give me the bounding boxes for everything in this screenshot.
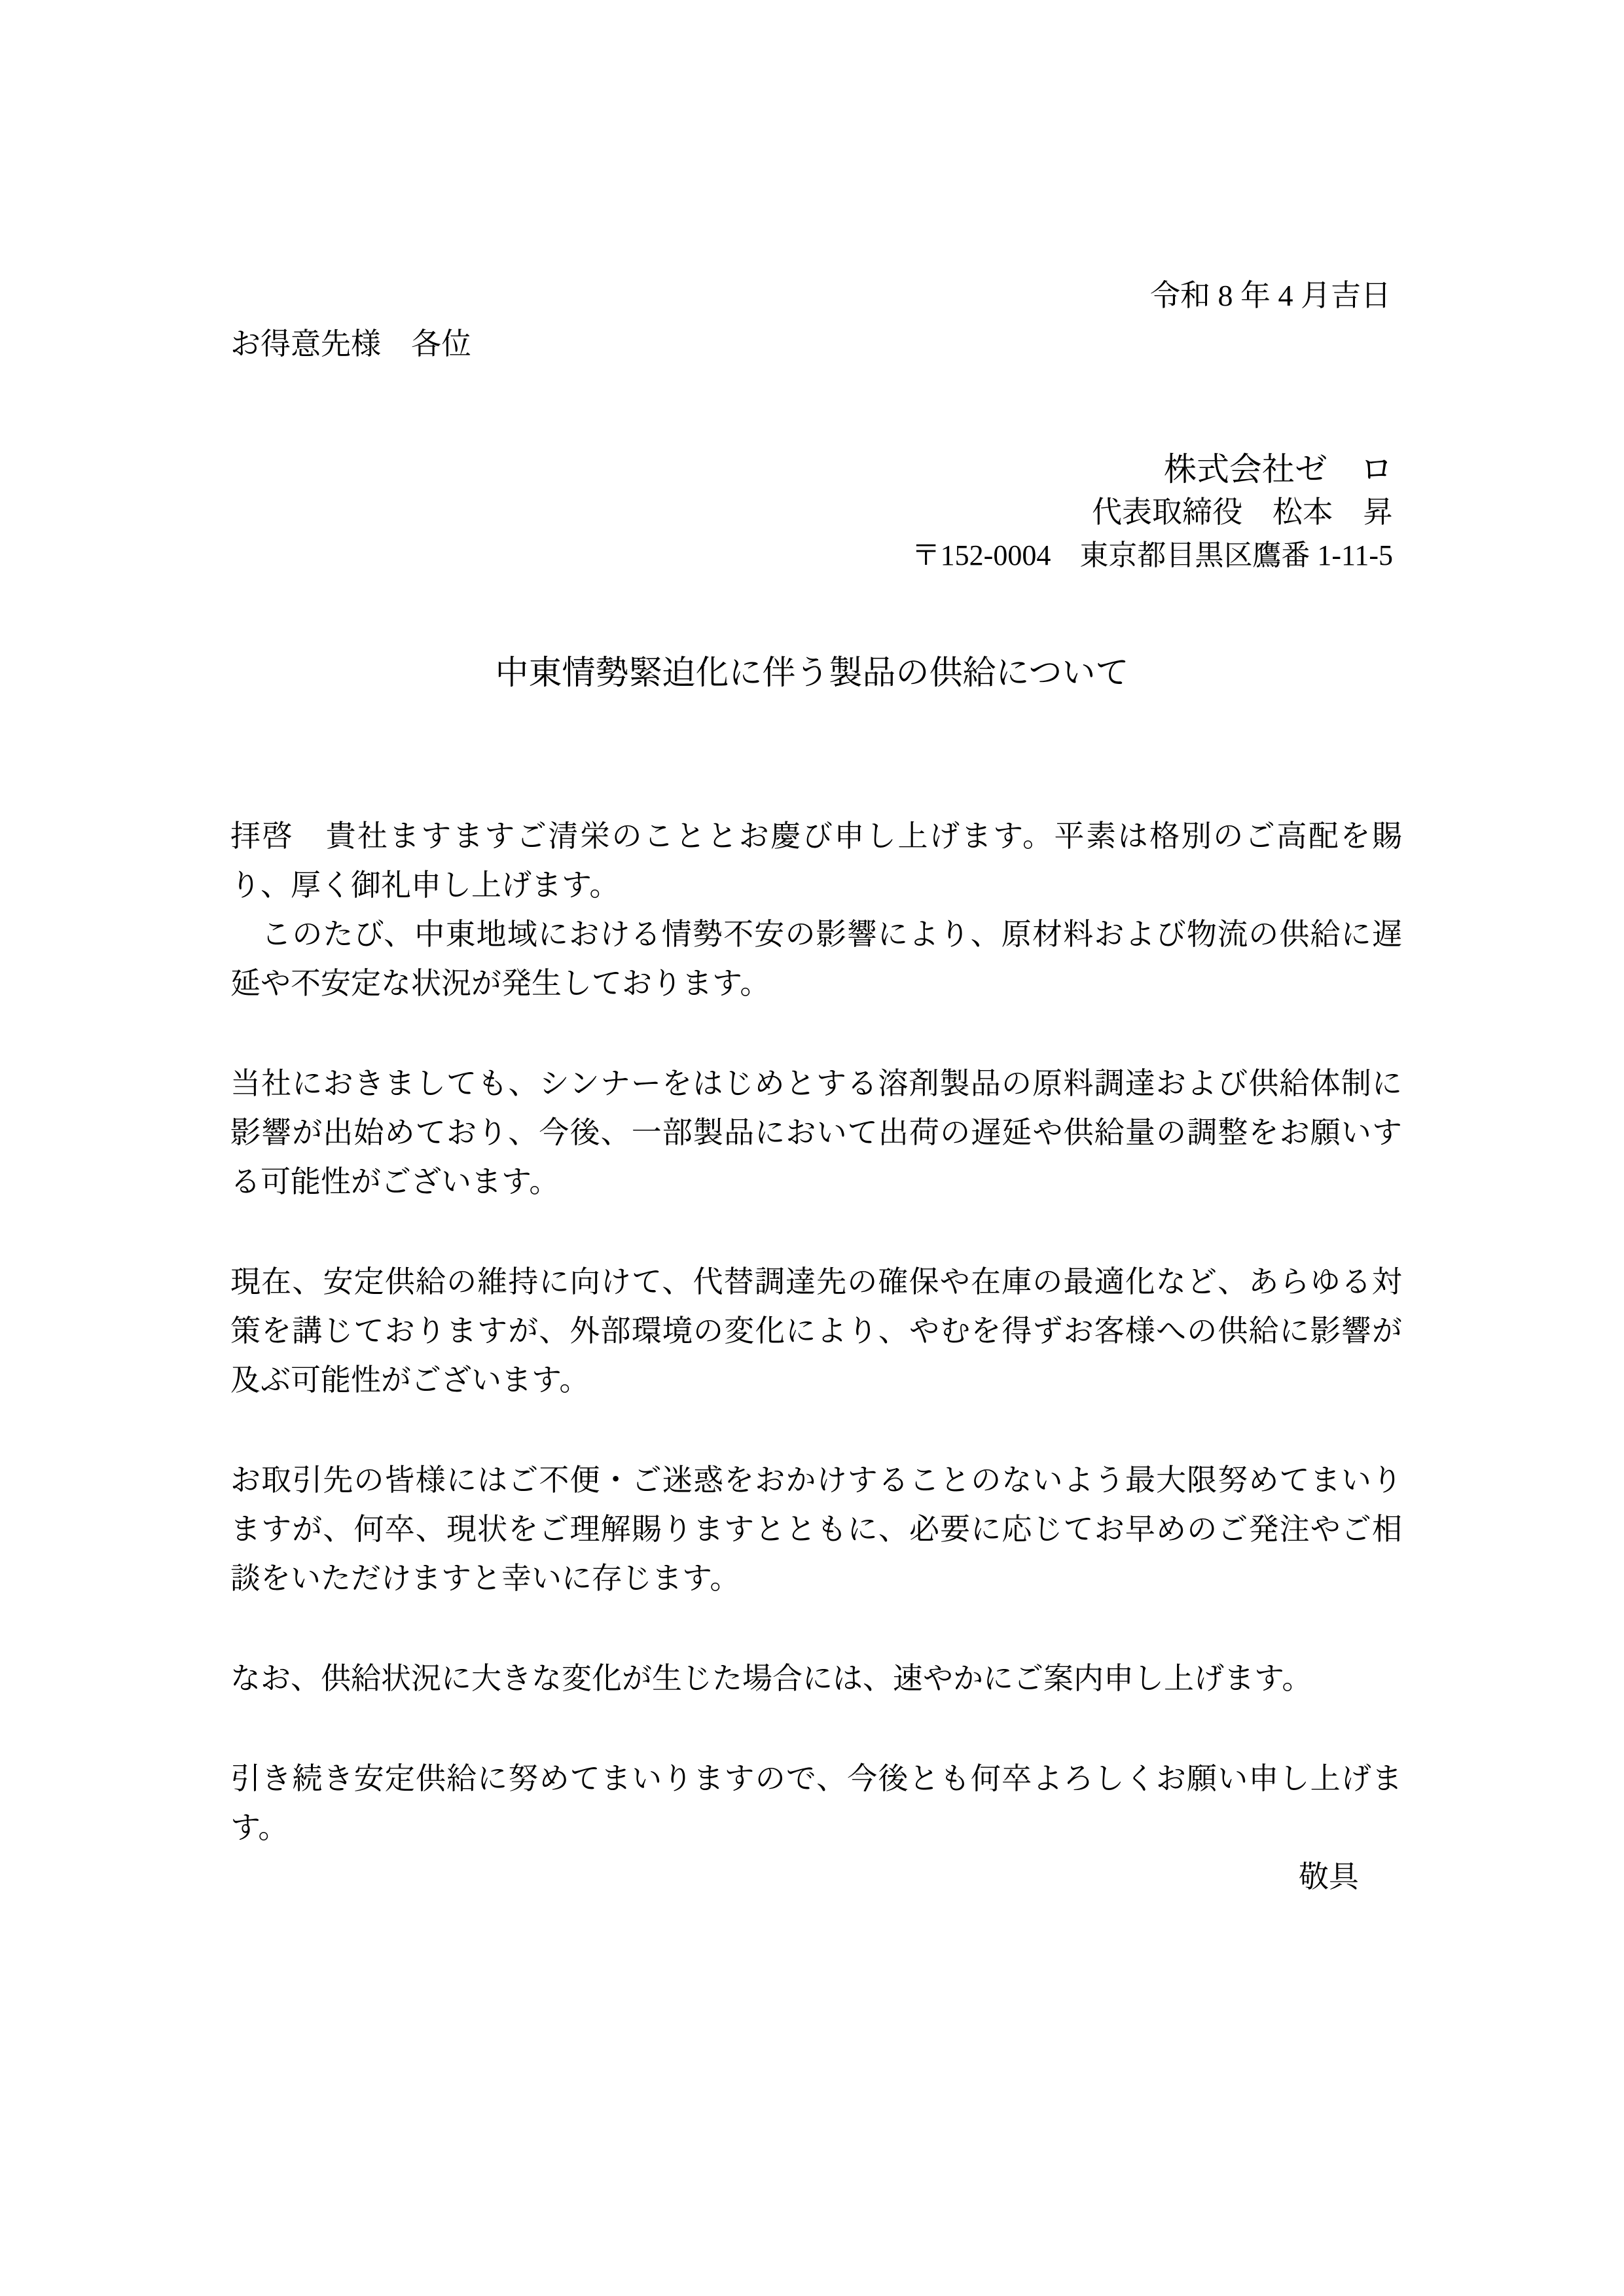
letter-body bbox=[230, 812, 1402, 1901]
sender-block bbox=[912, 448, 1393, 577]
paragraph-request: お取引先の皆様にはご不便・ご迷惑をおかけすることのないよう最大限努めてまいりますが、何卒、現状をご理解賜りますとともに、必要に応じてお早めのご発注やご相談をいただけますと幸いに存じます。 bbox=[230, 1463, 1402, 1595]
closing-word: 敬具 bbox=[1299, 1860, 1359, 1893]
paragraph-final-greeting: 引き続き安定供給に努めてまいりますので、今後とも何卒よろしくお願い申し上げます。 bbox=[230, 1762, 1402, 1844]
sender-representative: 代表取締役 松本 昇 bbox=[1092, 495, 1393, 529]
sender-address: 〒152-0004 東京都目黒区鷹番 1-11-5 bbox=[911, 539, 1393, 571]
sender-company: 株式会社ゼ ロ bbox=[1164, 451, 1393, 488]
paragraph-situation: このたび、中東地域における情勢不安の影響により、原材料および物流の供給に遅延や不安定な状況が発生しております。 bbox=[230, 918, 1402, 1000]
paragraph-countermeasures: 現在、安定供給の維持に向けて、代替調達先の確保や在庫の最適化など、あらゆる対策を講じておりますが、外部環境の変化により、やむを得ずお客様への供給に影響が及ぶ可能性がございます。 bbox=[230, 1265, 1402, 1397]
paragraph-greeting: 拝啓 貴社ますますご清栄のこととお慶び申し上げます。平素は格別のご高配を賜り、厚く御礼申し上げます。 bbox=[230, 819, 1402, 902]
paragraph-notice: なお、供給状況に大きな変化が生じた場合には、速やかにご案内申し上げます。 bbox=[230, 1662, 1312, 1695]
letter-title: 中東情勢緊迫化に伴う製品の供給について bbox=[495, 655, 1129, 692]
recipient-line: お得意先様 各位 bbox=[230, 327, 471, 361]
date-line: 令和 8 年 4 月吉日 bbox=[1150, 279, 1391, 312]
paragraph-company-impact: 当社におきましても、シンナーをはじめとする溶剤製品の原料調達および供給体制に影響が出始めており、今後、一部製品において出荷の遅延や供給量の調整をお願いする可能性がございます。 bbox=[230, 1067, 1402, 1198]
